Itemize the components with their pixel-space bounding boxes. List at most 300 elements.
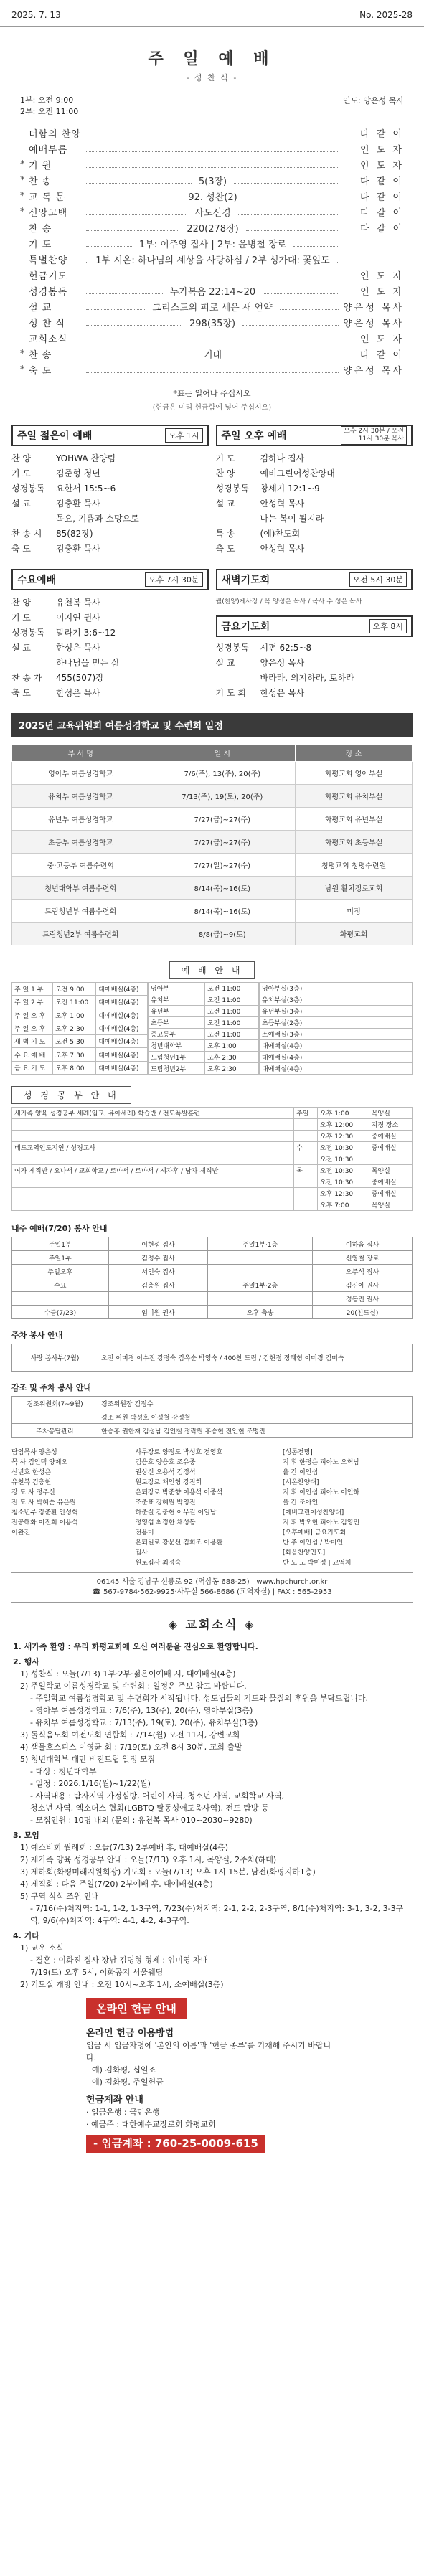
camp-cell: 8/14(목)~16(토) (149, 900, 296, 923)
worship-guide-row (260, 1017, 413, 1029)
bible-study-row (12, 1199, 413, 1211)
offering-cell: 한승홍 권한재 김성남 김인철 정락원 홍승현 전인현 조명진 (98, 1424, 413, 1438)
worship-guide-cell: 오후 2:30 (205, 1063, 259, 1075)
order-detail: 누가복음 22:14~20 (169, 286, 256, 298)
service-leader: 인도: 양은성 목사 (342, 96, 404, 105)
worship-guide-cell: 드림청년2부 (149, 1063, 205, 1075)
order-row (20, 314, 404, 330)
friday-prayer-time: 오후 8시 (369, 619, 407, 633)
afternoon-row-label: 특 송 (215, 529, 235, 539)
parking-title: 주차 봉사 안내 (11, 1331, 63, 1340)
bible-study-row (12, 1142, 413, 1153)
worship-guide-cell: 수 요 예 배 (12, 1048, 53, 1061)
order-label: 예배부름 (29, 144, 68, 156)
order-dots (86, 334, 339, 341)
online-giving-title: 온라인 헌금 안내 (86, 1998, 187, 2019)
staff-line: 정영섭 최정한 채성동 (135, 1519, 196, 1527)
camp-col-place: 장 소 (296, 745, 413, 762)
fri-row-label: 기 도 회 (215, 688, 246, 698)
fri-row (216, 671, 413, 685)
service-duty-row (12, 1237, 413, 1251)
worship-guide-cell: 유치부 (149, 994, 205, 1006)
wed-row-label: 축 도 (11, 688, 31, 698)
offering-cell: 경조위원장 김정수 (98, 1397, 413, 1410)
camp-cell: 화평교회 유치부실 (296, 785, 413, 808)
worship-guide-cell: 오후 7:30 (53, 1048, 96, 1061)
friday-prayer-header (216, 615, 413, 637)
staff-line: 권상신 오용석 김정석 (135, 1469, 196, 1476)
afternoon-row-value: 예비그린어성찬양대 (260, 468, 335, 478)
worship-guide-cell: 오전 11:00 (205, 1006, 259, 1017)
youth-row-label: 기 도 (11, 468, 31, 478)
order-dots (86, 224, 179, 231)
worship-guide-cell: 대예배실(4층) (96, 983, 148, 996)
youth-service-time: 오후 1시 (165, 428, 202, 443)
fri-row (216, 687, 413, 700)
youth-row-label: 찬 송 시 (11, 529, 42, 539)
worship-guide-row (12, 1022, 148, 1034)
staff-line: 전공해화 이진희 이용석 (11, 1519, 78, 1527)
news-item: 청소년 사역, 엑소더스 협회(LGBTQ 탈동성애도움사역), 전도 탐방 등 (30, 1803, 269, 1813)
worship-guide-cell: 금 요 기 도 (12, 1061, 53, 1074)
camp-row (12, 785, 413, 808)
footer-divider-2 (11, 1602, 413, 1603)
worship-guide-cell: 대예배실(4층) (96, 996, 148, 1009)
news-item: 2) 기도실 개방 안내 : 오전 10시~오후 1시, 소예배실(3층) (20, 1980, 224, 1989)
camp-cell: 유년부 여름성경학교 (12, 808, 149, 831)
bible-study-cell (294, 1199, 318, 1211)
youth-service-rows (11, 452, 209, 556)
worship-guide-cell: 대예배실(4층) (96, 1061, 148, 1074)
bible-study-cell: 새가족 양육 성경공부 세례(입교, 유아세례) 학습반 / 전도폭발훈련 (12, 1108, 294, 1119)
wed-row-label (11, 656, 56, 670)
afternoon-row-label: 축 도 (215, 544, 235, 554)
order-detail: 298(35장) (189, 318, 236, 329)
order-leader: 다 같 이 (360, 223, 405, 235)
service-duty-row (12, 1306, 413, 1319)
camp-cell: 7/27(금)~27(주) (149, 808, 296, 831)
afternoon-row-value: (예)찬도회 (260, 529, 301, 539)
parking-label: 사랑 봉사부(7월) (12, 1344, 98, 1372)
order-detail: 5(3장) (198, 176, 227, 187)
afternoon-row-label (216, 512, 260, 526)
order-leader: 인 도 자 (360, 334, 404, 345)
afternoon-row (216, 527, 413, 541)
order-mark: * (20, 364, 25, 375)
order-dots (86, 240, 132, 247)
worship-guide-row (149, 1052, 259, 1063)
wed-row (11, 596, 209, 610)
order-leader: 양은성 목사 (343, 302, 405, 313)
service-duty-cell: 임미원 권사 (108, 1306, 208, 1319)
wed-row-value: 하나님을 믿는 삶 (56, 658, 120, 668)
order-leader: 인 도 자 (360, 144, 404, 156)
wednesday-service-box (11, 569, 209, 700)
camp-cell: 화평교회 영아부실 (296, 762, 413, 785)
worship-guide-cell: 오전 9:00 (53, 983, 96, 996)
parking-row (12, 1344, 413, 1372)
afternoon-service-box (216, 425, 413, 556)
worship-guide-cell: 대예배실(4층) (96, 1048, 148, 1061)
worship-guide-row (260, 1029, 413, 1040)
fri-row-label: 성경봉독 (215, 643, 249, 653)
wed-row-label: 찬 송 가 (11, 673, 42, 683)
order-row (20, 251, 404, 267)
order-leader: 다 같 이 (360, 176, 404, 187)
news-heading: 2. 행사 (13, 1657, 39, 1666)
worship-guide-row (149, 1063, 259, 1075)
order-dots (86, 145, 339, 152)
dawn-prayer-time: 오전 5시 30분 (349, 572, 407, 587)
youth-row-value: 목요, 기쁨과 소망으로 (56, 514, 139, 524)
staff-line: [예비그린어성찬양대] (283, 1509, 344, 1516)
fri-row-value: 한성은 목사 (260, 688, 305, 698)
camp-schedule-table (11, 744, 413, 945)
bible-study-cell: 오전 10:30 (317, 1142, 369, 1153)
worship-guide-cell: 대예배실(4층) (96, 1009, 148, 1022)
youth-row (11, 452, 209, 466)
news-item: 7/19(토) 오후 5시, 이화공지 서울웨딩 (30, 1968, 164, 1977)
youth-row-label (11, 512, 56, 526)
staff-line: 김응호 양응호 조유중 (135, 1459, 196, 1466)
bible-study-cell (294, 1131, 318, 1142)
worship-guide-row (149, 994, 259, 1006)
friday-prayer-title: 금요기도회 (221, 621, 270, 633)
order-row (20, 188, 404, 204)
bible-study-cell (12, 1131, 294, 1142)
offering-row (12, 1410, 413, 1424)
bible-study-cell: 여자 제직반 / 요나서 / 교회학교 / 로마서 / 로마서 / 제자후 / 남자 제직반 (12, 1165, 294, 1176)
service-duty-row (12, 1265, 413, 1278)
camp-cell: 화평교회 초등부실 (296, 831, 413, 854)
bible-study-cell (12, 1199, 294, 1211)
worship-guide-cell: 오전 11:00 (205, 983, 259, 994)
order-dots (86, 271, 339, 278)
wed-row (11, 641, 209, 655)
service-duty-cell: 주일오후 (12, 1265, 109, 1278)
bible-study-row (12, 1176, 413, 1188)
bible-study-cell: 오후 12:30 (317, 1188, 369, 1199)
news-heading: 3. 모임 (13, 1831, 39, 1840)
afternoon-row-label: 찬 양 (215, 468, 235, 478)
service-duty-cell (108, 1292, 208, 1306)
order-detail: 기대 (203, 349, 222, 361)
order-mark: * (20, 190, 25, 202)
wed-row-value: 한성은 목사 (56, 688, 100, 698)
youth-service-box (11, 425, 209, 556)
order-label: 찬 송 (29, 223, 52, 235)
order-row (20, 283, 404, 298)
order-label: 축 도 (29, 365, 52, 377)
wed-row-value: 이지연 권사 (56, 613, 100, 623)
order-mark: * (20, 159, 25, 170)
service-duty-cell: 김충원 집사 (108, 1278, 208, 1292)
afternoon-row-value: 김하나 집사 (260, 453, 305, 463)
order-leader: 인 도 자 (360, 160, 404, 171)
service-duty-cell: 수요 (12, 1278, 109, 1292)
camp-cell: 8/14(목)~16(토) (149, 877, 296, 900)
service-duty-cell: 주일1부 (12, 1251, 109, 1265)
order-dots (86, 366, 339, 373)
afternoon-row (216, 482, 413, 496)
page-title: 주 일 예 배 (148, 50, 276, 68)
staff-line: 지 휘 한정은 피아노 오혁남 (283, 1459, 360, 1466)
usage-example-2: 예) 김화평, 주일헌금 (92, 2077, 164, 2087)
camp-row (12, 854, 413, 877)
camp-col-date: 일 시 (149, 745, 296, 762)
news-item: 2) 주일학교 여름성경학교 및 수련회 : 일정은 주보 참고 바랍니다. (20, 1681, 247, 1691)
service-duty-title: 내주 예배(7/20) 봉사 안내 (11, 1224, 108, 1233)
wed-row-label: 설 교 (11, 643, 31, 653)
offering-cell: 경조 위원 박성호 이성철 강정철 (98, 1410, 413, 1424)
worship-guide-cell: 대예배실(4층) (96, 1022, 148, 1034)
worship-guide-cell: 오후 8:00 (53, 1061, 96, 1074)
worship-guide-cell: 영아부실(3층) (260, 983, 413, 994)
staff-directory (11, 1448, 413, 1568)
wed-row (11, 656, 209, 670)
service-duty-cell: 이현섭 집사 (108, 1237, 208, 1251)
footer (0, 1577, 424, 1598)
youth-row-value: 요한서 15:5~6 (56, 483, 116, 494)
service-duty-cell: 이하음 집사 (313, 1237, 413, 1251)
bible-study-cell: 주일 (294, 1108, 318, 1119)
account-title: 헌금계좌 안내 (86, 2095, 143, 2105)
order-dots (245, 192, 339, 199)
afternoon-service-title: 주일 오후 예배 (221, 430, 287, 442)
worship-guide-row (12, 996, 148, 1009)
camp-row (12, 923, 413, 945)
wed-row (11, 687, 209, 700)
wed-row-value: 말라기 3:6~12 (56, 628, 116, 638)
order-label: 성경봉독 (29, 286, 68, 298)
worship-guide-row (12, 1009, 148, 1022)
staff-line: [성통전명] (283, 1449, 313, 1456)
order-label: 기 원 (29, 160, 52, 171)
worship-guide-heading (0, 961, 424, 979)
camp-cell: 8/8(금)~9(토) (149, 923, 296, 945)
service-duty-cell: 주일1부 (12, 1237, 109, 1251)
bible-study-cell: 중예배실 (369, 1131, 412, 1142)
afternoon-row (216, 542, 413, 556)
news-item: - 결혼 : 이화진 집사 장남 김명형 형제 : 임미영 자매 (30, 1955, 209, 1965)
order-dots (238, 208, 339, 215)
order-label: 헌금기도 (29, 270, 68, 282)
worship-guide-cell: 대예배실(4층) (96, 1035, 148, 1048)
bible-study-row (12, 1119, 413, 1131)
afternoon-row-label: 설 교 (215, 499, 235, 509)
youth-row-value: YOHWA 찬양팀 (56, 453, 116, 463)
order-dots (280, 303, 339, 310)
order-row (20, 172, 404, 188)
order-label: 설 교 (29, 302, 52, 313)
order-dots (234, 176, 339, 184)
staff-line: 유천복 김충현 (11, 1479, 52, 1486)
account-holder: · 예금주 : 대한예수교장로회 화평교회 (86, 2120, 216, 2129)
camp-cell: 청평교회 청평수련원 (296, 854, 413, 877)
staff-line: 반 주 이인섭 / 박미인 (283, 1539, 344, 1547)
worship-guide-row (149, 1017, 259, 1029)
bible-study-cell: 수 (294, 1142, 318, 1153)
bible-study-cell: 목양실 (369, 1108, 412, 1119)
order-note-2: (헌금은 미리 헌금함에 넣어 주십시오) (152, 404, 272, 412)
service-duty-cell: 서인숙 집사 (108, 1265, 208, 1278)
online-giving (0, 2019, 424, 2153)
footer-divider (11, 1572, 413, 1573)
staff-line: [시온찬양대] (283, 1479, 319, 1486)
worship-guide-cell: 드림청년1부 (149, 1052, 205, 1063)
service-duty-cell: 정동진 권사 (313, 1292, 413, 1306)
camp-header-row (12, 745, 413, 762)
order-dots (242, 319, 339, 326)
parking-text: 오전 이미경 이수진 강정숙 김옥순 박영숙 / 400찬 드림 / 김현정 정혜형 이미경 김미숙 (98, 1344, 413, 1372)
bible-study-row (12, 1188, 413, 1199)
worship-guide-cell: 오후 1:00 (53, 1009, 96, 1022)
youth-service-header (11, 425, 209, 446)
order-label: 특별찬양 (29, 255, 68, 266)
camp-col-dept: 부 서 명 (12, 745, 149, 762)
wed-row-label: 성경봉독 (11, 628, 45, 638)
church-news (0, 1632, 424, 1991)
footer-address: 06145 서울 강남구 선릉로 92 (역삼동 688-25) | www.hpchurch.or.kr (96, 1578, 328, 1586)
afternoon-row-value: 안성혁 목사 (260, 544, 305, 554)
page-subtitle: - 성 찬 식 - (186, 73, 238, 82)
news-item: - 일정 : 2026.1/16(월)~1/22(월) (30, 1779, 151, 1788)
order-detail: 1부: 이주영 집사 | 2부: 윤병철 장로 (138, 239, 287, 250)
bible-study-cell: 오후 12:30 (317, 1131, 369, 1142)
wed-row-value: 한성은 목사 (56, 643, 100, 653)
order-row (20, 267, 404, 283)
worship-guide-row (149, 1029, 259, 1040)
worship-guide-cell: 오전 5:30 (53, 1035, 96, 1048)
bible-study-title: 성 경 공 부 안 내 (11, 1086, 131, 1104)
worship-guide-row (12, 1048, 148, 1061)
camp-cell: 7/6(주), 13(주), 20(주) (149, 762, 296, 785)
staff-line: 조준표 강혜원 박영진 (135, 1499, 196, 1506)
youth-row-label: 축 도 (11, 544, 31, 554)
camp-row (12, 762, 413, 785)
order-dots (86, 303, 145, 310)
worship-guide-cell: 대예배실(4층) (260, 1040, 413, 1052)
news-item: 1) 예스비회 월례회 : 오늘(7/13) 2부예배 후, 대예배실(4층) (20, 1843, 229, 1852)
offering-cell: 경조위원회(7~9월) (12, 1397, 98, 1410)
staff-line: 집사 (135, 1549, 148, 1557)
youth-row (11, 512, 209, 526)
order-label: 찬 송 (29, 349, 52, 361)
worship-guide-cell: 초등부실(2층) (260, 1017, 413, 1029)
wednesday-service-rows (11, 596, 209, 700)
worship-guide-row (12, 1061, 148, 1074)
worship-guide-cell: 유년부실(3층) (260, 1006, 413, 1017)
afternoon-service-rows (216, 452, 413, 556)
order-dots (86, 161, 339, 168)
order-leader: 양은성 목사 (343, 318, 404, 329)
worship-guide-cell: 주 일 1 부 (12, 983, 53, 996)
camp-cell: 유치부 여름성경학교 (12, 785, 149, 808)
wednesday-service-header (11, 569, 209, 590)
worship-guide-row (260, 1063, 413, 1075)
bible-study-table (11, 1107, 413, 1211)
order-leader: 다 같 이 (360, 192, 404, 203)
worship-guide-cell: 주 일 오 후 (12, 1009, 53, 1022)
bible-study-row (12, 1153, 413, 1165)
youth-row-value: 김준형 청년 (56, 468, 100, 478)
staff-line: 은퇴장로 박준향 이용석 이중석 (135, 1489, 223, 1496)
news-item: 1) 성찬식 : 오늘(7/13) 1부·2부·젊은이예배 시, 대예배실(4층) (20, 1669, 236, 1679)
order-label: 기 도 (29, 239, 52, 250)
order-detail: 92. 성찬(2) (188, 192, 237, 203)
news-title: ◈ 교회소식 ◈ (168, 1618, 256, 1631)
worship-guide-left (11, 982, 148, 1075)
order-dots (337, 255, 339, 263)
order-leader: 양은성 목사 (343, 365, 404, 377)
service-duty-row (12, 1278, 413, 1292)
dawn-prayer-title: 새벽기도회 (221, 575, 270, 586)
camp-cell: 화평교회 (296, 923, 413, 945)
afternoon-row-value: 안성혁 목사 (260, 499, 305, 509)
bible-study-cell (369, 1153, 412, 1165)
worship-guide-cell: 새 벽 기 도 (12, 1035, 53, 1048)
camp-cell: 7/27(일)~27(수) (149, 854, 296, 877)
fri-row-value: 시편 62:5~8 (260, 643, 312, 653)
bible-study-cell: 목양실 (369, 1199, 412, 1211)
order-leader: 인 도 자 (360, 286, 405, 298)
staff-mid (136, 1448, 277, 1568)
worship-guide-row (260, 1040, 413, 1052)
service-duty-cell (208, 1251, 313, 1265)
bible-study-cell: 베드교역인도지연 / 성경교사 (12, 1142, 294, 1153)
order-dots (246, 224, 339, 231)
afternoon-row-label: 성경봉독 (215, 483, 249, 494)
afternoon-row-value: 나는 복이 될지라 (260, 514, 324, 524)
staff-line: 담임목사 양은성 (11, 1449, 57, 1456)
order-dots (263, 287, 339, 294)
afternoon-row-label: 기 도 (215, 453, 235, 463)
wed-row-value: 유천복 목사 (56, 598, 100, 608)
order-leader: 다 같 이 (360, 207, 405, 219)
order-row (20, 330, 404, 346)
bible-study-cell: 오전 10:30 (317, 1165, 369, 1176)
bible-study-cell (12, 1119, 294, 1131)
bible-study-cell: 중예배실 (369, 1142, 412, 1153)
dawn-prayer-header (216, 569, 413, 590)
staff-line: 전 도 사 박혜순 유은원 (11, 1499, 76, 1506)
staff-line: 하준실 김충현 이무길 이일남 (135, 1509, 217, 1516)
staff-line: 이완진 (11, 1529, 31, 1537)
bible-study-cell: 오후 12:00 (317, 1119, 369, 1131)
order-mark: * (20, 174, 25, 186)
order-mark: * (20, 348, 25, 359)
order-row (20, 156, 404, 172)
staff-line: 강 도 사 정주신 (11, 1489, 55, 1496)
order-dots (86, 208, 187, 215)
youth-row-value: 김충환 목사 (56, 499, 100, 509)
worship-guide-cell: 오후 2:30 (53, 1022, 96, 1034)
worship-guide-cell: 청년대학부 (149, 1040, 205, 1052)
order-dots (86, 192, 181, 199)
worship-guide-row (12, 1035, 148, 1048)
worship-guide-cell: 유치부실(3층) (260, 994, 413, 1006)
fri-row-value: 바라라, 의지하라, 토하라 (260, 673, 354, 683)
bible-study-cell (294, 1119, 318, 1131)
bible-study-cell (12, 1176, 294, 1188)
order-detail: 1부 시온: 하나님의 세상을 사랑하심 / 2부 성가대: 꽃잎도 (95, 255, 330, 266)
worship-guide-cell: 오전 11:00 (53, 996, 96, 1009)
worship-guide-mid (148, 982, 259, 1075)
staff-line: 지 휘 박오현 피아노 김영민 (283, 1519, 360, 1527)
staff-left (11, 1448, 130, 1568)
order-dots (86, 319, 182, 326)
youth-row-value: 김충환 목사 (56, 544, 100, 554)
